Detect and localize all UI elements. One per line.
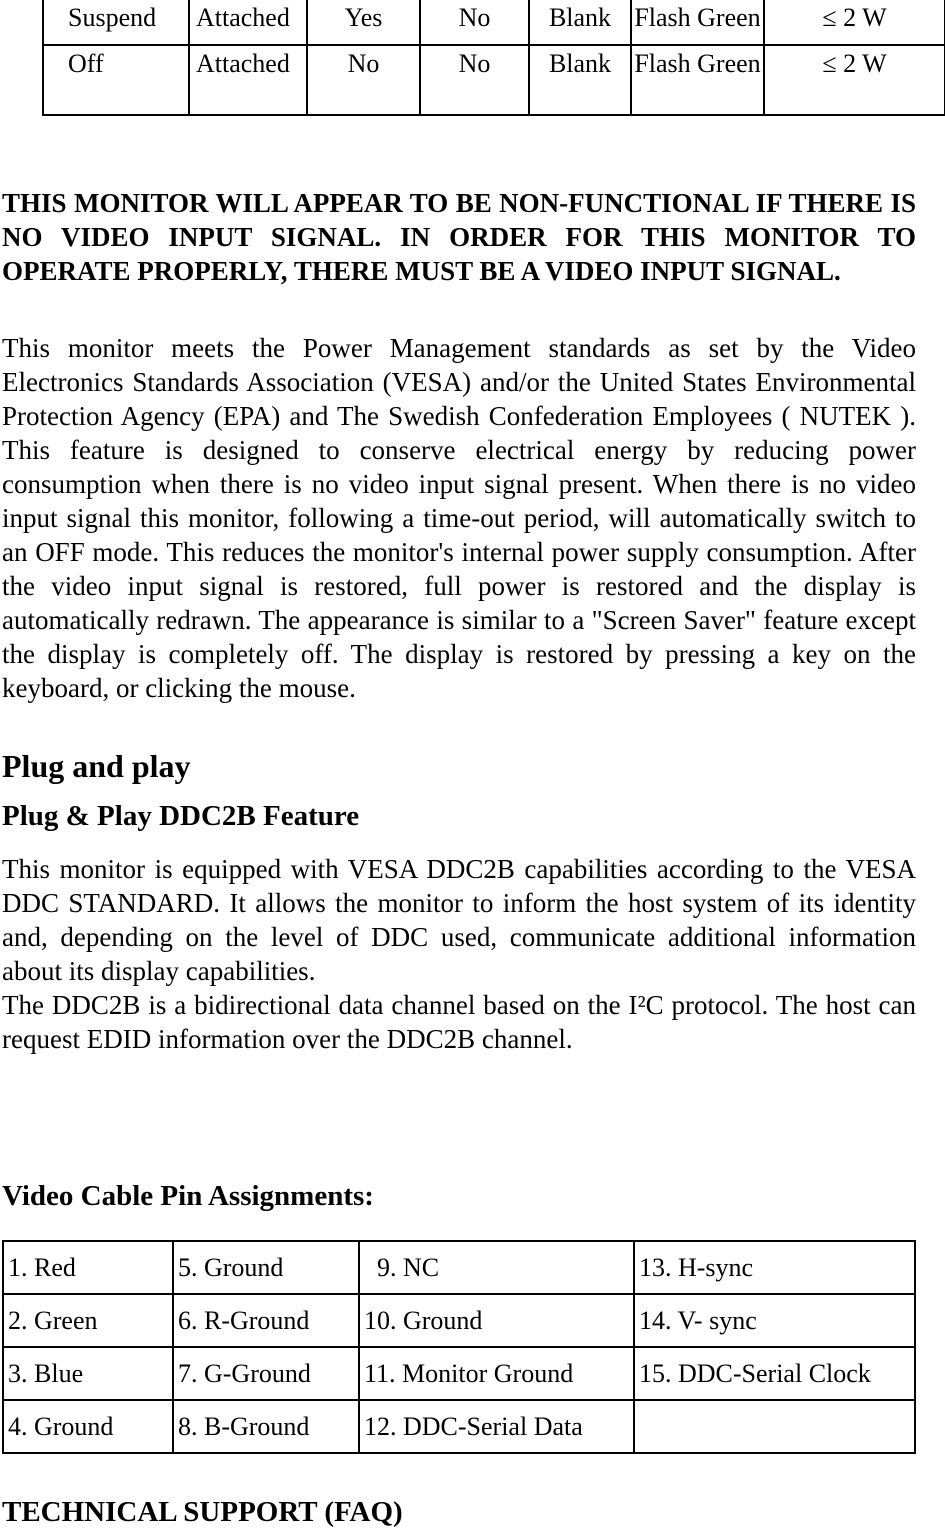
table-cell: 1. Red xyxy=(3,1241,173,1294)
table-cell: No xyxy=(420,45,529,115)
table-cell: 12. DDC-Serial Data xyxy=(359,1400,634,1453)
table-cell: Flash Green xyxy=(631,45,764,115)
technical-support-heading: TECHNICAL SUPPORT (FAQ) xyxy=(2,1496,403,1528)
table-cell: Off xyxy=(43,45,189,115)
table-cell: 15. DDC-Serial Clock xyxy=(634,1347,915,1400)
table-cell: Suspend xyxy=(43,0,189,45)
table-cell: Blank xyxy=(529,45,631,115)
table-cell: Flash Green xyxy=(631,0,764,45)
table-cell: No xyxy=(420,0,529,45)
table-cell: Attached xyxy=(189,0,307,45)
table-row xyxy=(43,45,945,115)
table-row xyxy=(3,1400,915,1453)
table-row xyxy=(3,1294,915,1347)
table-row xyxy=(3,1347,915,1400)
table-cell: Blank xyxy=(529,0,631,45)
table-cell: 11. Monitor Ground xyxy=(359,1347,634,1400)
no-signal-warning: THIS MONITOR WILL APPEAR TO BE NON-FUNCTIONAL IF THERE IS NO VIDEO INPUT SIGNAL. IN ORDER FOR THIS MONITOR TO OPERATE PROPERLY, THERE MUST BE A VIDEO INPUT SIGNAL. xyxy=(2,188,916,286)
table-cell: 13. H-sync xyxy=(634,1241,915,1294)
table-cell: No xyxy=(307,45,420,115)
pin-assignments-table xyxy=(2,1240,916,1454)
pin-assignments-heading: Video Cable Pin Assignments: xyxy=(2,1180,374,1212)
power-management-paragraph: This monitor meets the Power Management standards as set by the Video Electronics Standards Association (VESA) and/or the United States Environmental Protection Agency (EPA) and The Swedish Confederation Employees ( NUTEK ). This feature is designed to conserve electrical energy by reducing power consumption when there is no video input signal present. When there is no video input signal this monitor, following a time-out period, will automatically switch to an OFF mode. This reduces the monitor's internal power supply consumption. After the video input signal is restored, full power is restored and the display is automatically redrawn. The appearance is similar to a "Screen Saver" feature except the display is completely off. The display is restored by pressing a key on the keyboard, or clicking the mouse. xyxy=(2,333,916,703)
ddc2b-protocol-paragraph: The DDC2B is a bidirectional data channel based on the I²C protocol. The host can request EDID information over the DDC2B channel. xyxy=(2,990,916,1054)
ddc2b-heading: Plug & Play DDC2B Feature xyxy=(2,800,360,832)
table-cell: 7. G-Ground xyxy=(173,1347,359,1400)
table-cell: ≤ 2 W xyxy=(764,45,945,115)
table-row xyxy=(43,0,945,45)
table-cell: 4. Ground xyxy=(3,1400,173,1453)
plug-and-play-heading: Plug and play xyxy=(2,748,191,784)
table-cell: 10. Ground xyxy=(359,1294,634,1347)
table-cell: 5. Ground xyxy=(173,1241,359,1294)
table-cell: 14. V- sync xyxy=(634,1294,915,1347)
table-row xyxy=(3,1241,915,1294)
table-cell xyxy=(634,1400,915,1453)
table-cell: Attached xyxy=(189,45,307,115)
table-cell: 8. B-Ground xyxy=(173,1400,359,1453)
power-mode-table xyxy=(42,0,945,116)
table-cell: 2. Green xyxy=(3,1294,173,1347)
table-cell: 3. Blue xyxy=(3,1347,173,1400)
table-cell: 6. R-Ground xyxy=(173,1294,359,1347)
table-cell: ≤ 2 W xyxy=(764,0,945,45)
table-cell: Yes xyxy=(307,0,420,45)
ddc2b-paragraph: This monitor is equipped with VESA DDC2B capabilities according to the VESA DDC STANDARD. It allows the monitor to inform the host system of its identity and, depending on the level of DDC used, communicate additional information about its display capabilities. xyxy=(2,854,916,986)
table-cell: 9. NC xyxy=(359,1241,634,1294)
